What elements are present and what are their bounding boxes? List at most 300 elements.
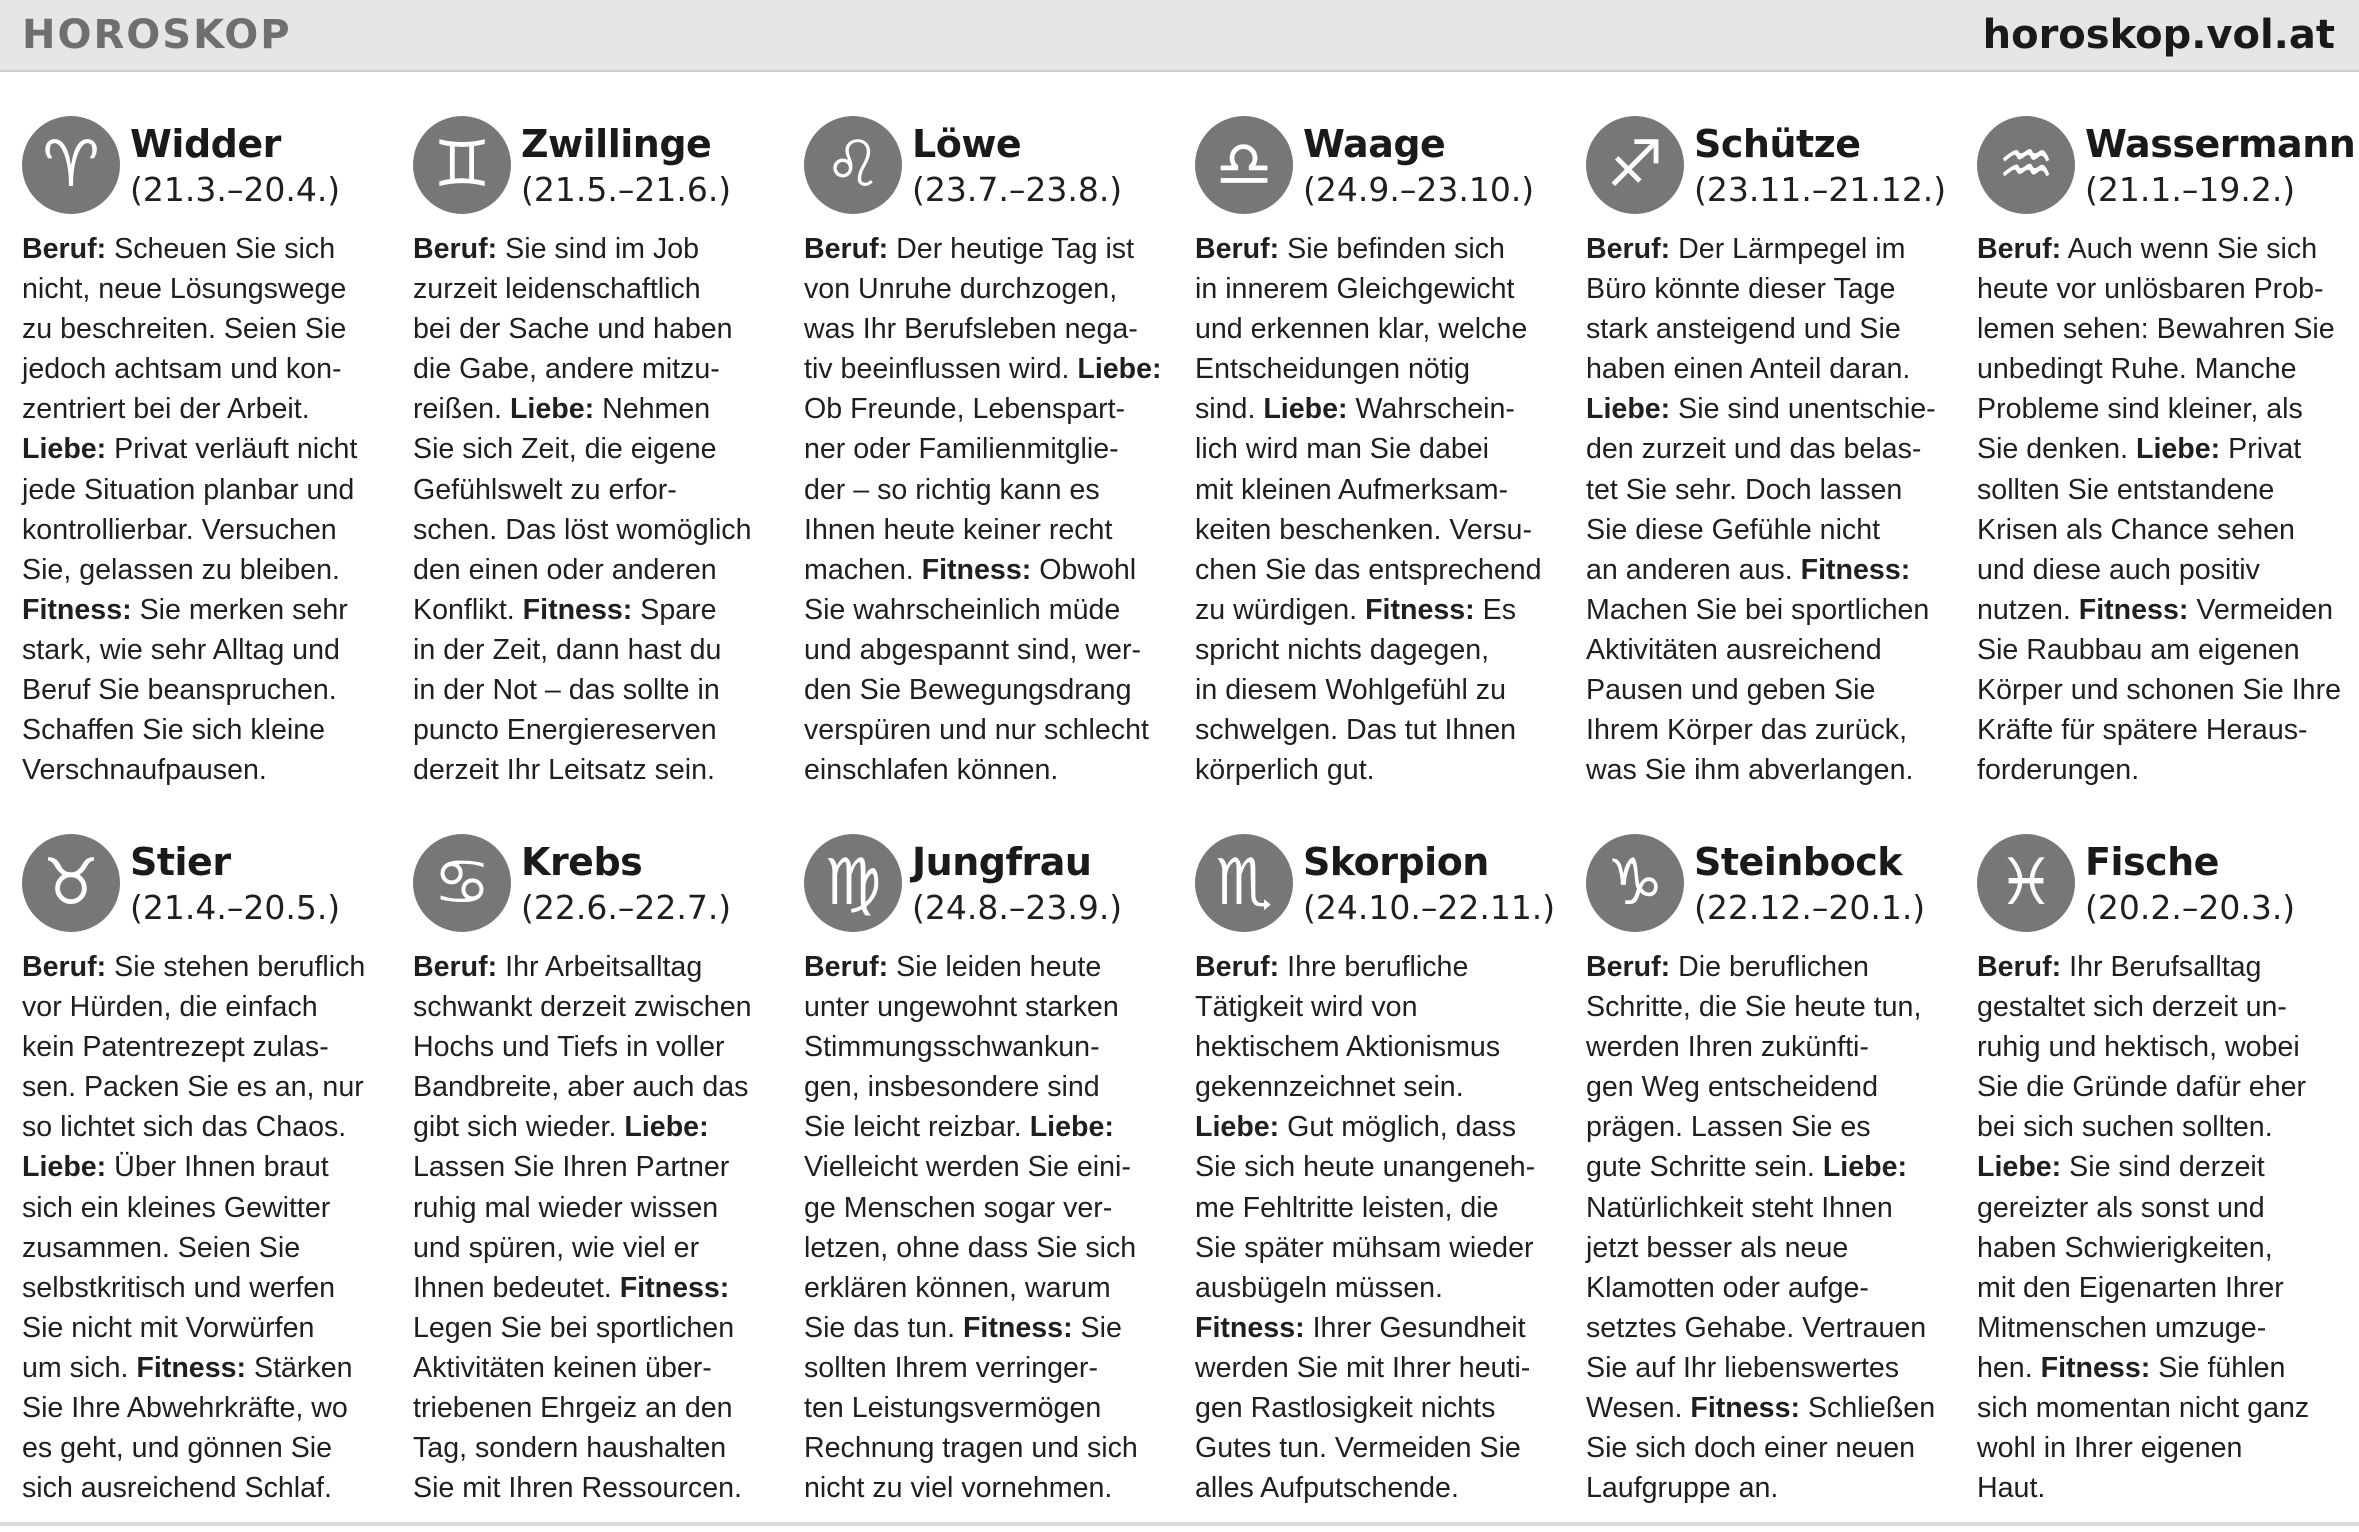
text-line [413, 1188, 778, 1228]
text-segment: sich ausreichend Schlaf. [22, 1472, 332, 1505]
text-line [1195, 630, 1560, 670]
text-line [1195, 389, 1560, 429]
category-label: Fitness: [1690, 1392, 1801, 1425]
text-segment: Sie Raubbau am eigenen [1977, 633, 2300, 666]
text-segment: Sie leiden heute [888, 951, 1102, 983]
text-segment: Sie merken sehr [131, 593, 348, 626]
text-line [22, 750, 387, 790]
text-line [1586, 670, 1951, 710]
virgin-icon: ♍ [804, 834, 902, 932]
twins-icon: ♊ [413, 116, 511, 214]
text-segment: ten Leistungsvermögen [804, 1392, 1102, 1425]
category-label: Liebe: [1586, 393, 1671, 426]
text-line [1977, 1067, 2342, 1107]
text-line [22, 630, 387, 670]
text-segment: Probleme sind kleiner, als [1977, 393, 2303, 426]
text-segment: Sie auf Ihr liebenswertes [1586, 1351, 1900, 1384]
text-segment: lich wird man Sie dabei [1195, 433, 1490, 466]
text-line [804, 987, 1169, 1027]
text-segment: Schritte, die Sie heute tun, [1586, 991, 1922, 1024]
text-segment: Krisen als Chance sehen [1977, 513, 2295, 546]
text-segment: me Fehltritte leisten, die [1195, 1191, 1499, 1224]
header-bar [0, 0, 2359, 72]
category-label: Fitness: [619, 1271, 730, 1304]
text-segment: Wesen. [1586, 1392, 1691, 1425]
text-segment: ausbügeln müssen. [1195, 1271, 1443, 1304]
text-segment: schen. Das löst womöglich [413, 513, 752, 546]
text-segment: stark ansteigend und Sie [1586, 313, 1901, 346]
text-line [413, 550, 778, 590]
text-segment: Auch wenn Sie sich [2061, 233, 2318, 265]
text-line [1977, 389, 2342, 429]
text-segment: Über Ihnen braut [106, 1151, 329, 1184]
text-line [804, 1067, 1169, 1107]
category-label: Fitness: [921, 553, 1032, 586]
text-line [1977, 1428, 2342, 1468]
text-segment: Sie das tun. [804, 1311, 963, 1344]
text-segment: nutzen. [1977, 593, 2079, 626]
text-segment: und diese auch positiv [1977, 553, 2260, 586]
text-line [1586, 429, 1951, 469]
text-segment: Büro könnte dieser Tage [1586, 273, 1896, 306]
text-segment: so lichtet sich das Chaos. [22, 1111, 347, 1144]
text-line [1586, 1468, 1951, 1508]
text-segment: Ihrem Körper das zurück, [1586, 714, 1908, 747]
text-segment: und abgespannt sind, wer- [804, 633, 1141, 666]
archer-icon: ♐ [1586, 116, 1684, 214]
text-line [1977, 269, 2342, 309]
text-segment: haben Schwierigkeiten, [1977, 1231, 2273, 1264]
category-label: Beruf: [22, 951, 107, 983]
text-segment: Nehmen [594, 393, 711, 426]
text-segment: Scheuen Sie sich [106, 233, 336, 265]
text-line [1586, 1147, 1951, 1187]
sign-dates: (21.1.–19.2.) [2085, 170, 2296, 209]
text-line [1977, 1107, 2342, 1147]
text-segment: nicht zu viel vornehmen. [804, 1472, 1113, 1505]
text-line [804, 429, 1169, 469]
text-line [1195, 1188, 1560, 1228]
category-label: Beruf: [413, 951, 498, 983]
text-segment: Sie sind unentschie- [1670, 393, 1936, 426]
text-line [413, 947, 778, 987]
text-line [22, 510, 387, 550]
text-segment: und spüren, wie viel er [413, 1231, 700, 1264]
text-segment: sich momentan nicht ganz [1977, 1392, 2310, 1425]
text-segment: sind. [1195, 393, 1264, 426]
category-label: Fitness: [962, 1311, 1073, 1344]
text-line [413, 1147, 778, 1187]
horoscope-text [1977, 947, 2342, 1508]
text-line [804, 470, 1169, 510]
text-segment: Ihrer Gesundheit [1304, 1311, 1526, 1344]
text-line [22, 1388, 387, 1428]
text-segment: lemen sehen: Bewahren Sie [1977, 313, 2335, 346]
text-segment: Stimmungsschwankun- [804, 1031, 1100, 1064]
text-segment: reißen. [413, 393, 510, 426]
text-segment: ge Menschen sogar ver- [804, 1191, 1113, 1224]
text-line [1586, 1228, 1951, 1268]
text-segment: Spare [632, 593, 717, 626]
text-segment: um sich. [22, 1351, 137, 1384]
text-segment: puncto Energiereserven [413, 714, 717, 747]
horoscope-text [1977, 229, 2342, 790]
text-line [1195, 987, 1560, 1027]
text-line [413, 750, 778, 790]
text-line [1195, 1268, 1560, 1308]
text-segment: heute vor unlösbaren Prob- [1977, 273, 2324, 306]
text-segment: Gutes tun. Vermeiden Sie [1195, 1432, 1521, 1465]
text-segment: stark, wie sehr Alltag und [22, 633, 340, 666]
text-segment: gen Weg entscheidend [1586, 1071, 1878, 1104]
category-label: Liebe: [1822, 1151, 1908, 1184]
text-line [1195, 470, 1560, 510]
text-line [804, 1388, 1169, 1428]
horoscope-text [1586, 229, 1951, 790]
text-line [1586, 947, 1951, 987]
text-segment: Schließen [1800, 1392, 1936, 1425]
sign-name: Steinbock [1694, 840, 1902, 884]
text-segment: es geht, und gönnen Sie [22, 1432, 333, 1465]
capricorn-icon: ♑ [1586, 834, 1684, 932]
text-line [1977, 1468, 2342, 1508]
text-line [22, 987, 387, 1027]
text-segment: kontrollierbar. Versuchen [22, 513, 337, 546]
sign-dates: (20.2.–20.3.) [2085, 888, 2296, 927]
text-line [1586, 389, 1951, 429]
text-line [804, 1228, 1169, 1268]
category-label: Beruf: [1586, 233, 1671, 265]
text-line [22, 1188, 387, 1228]
sign-dates: (24.10.–22.11.) [1303, 888, 1556, 927]
text-segment: Sie nicht mit Vorwürfen [22, 1311, 315, 1344]
category-label: Fitness: [136, 1351, 247, 1384]
fish-icon: ♓ [1977, 834, 2075, 932]
category-label: Beruf: [1195, 951, 1280, 983]
text-line [413, 470, 778, 510]
category-label: Fitness: [1195, 1311, 1305, 1344]
text-segment: Sie sich heute unangeneh- [1195, 1151, 1536, 1184]
text-line [1195, 670, 1560, 710]
text-segment: in innerem Gleichgewicht [1195, 273, 1515, 306]
sign-dates: (21.4.–20.5.) [130, 888, 341, 927]
text-line [1586, 1067, 1951, 1107]
page-title: HOROSKOP [22, 12, 292, 58]
text-line [1195, 429, 1560, 469]
text-segment: Hochs und Tiefs in voller [413, 1031, 725, 1064]
text-segment: in der Zeit, dann hast du [413, 633, 722, 666]
text-segment: Sie diese Gefühle nicht [1586, 513, 1881, 546]
text-segment: den Sie Bewegungsdrang [804, 674, 1132, 707]
text-line [22, 1308, 387, 1348]
text-segment: Rechnung tragen und sich [804, 1432, 1138, 1465]
text-segment: Sie wahrscheinlich müde [804, 593, 1121, 626]
text-line [1586, 229, 1951, 269]
text-line [1195, 1308, 1560, 1348]
text-segment: unter ungewohnt starken [804, 991, 1119, 1024]
text-segment: vor Hürden, die einfach [22, 991, 318, 1024]
text-segment: Natürlichkeit steht Ihnen [1586, 1191, 1893, 1224]
text-line [1977, 710, 2342, 750]
text-segment: Laufgruppe an. [1586, 1472, 1779, 1505]
category-label: Fitness: [1800, 553, 1911, 586]
text-segment: ruhig und hektisch, wobei [1977, 1031, 2300, 1064]
text-line [1195, 309, 1560, 349]
text-line [1586, 987, 1951, 1027]
scorpion-icon: ♏ [1195, 834, 1293, 932]
text-line [22, 1348, 387, 1388]
text-segment: unbedingt Ruhe. Manche [1977, 353, 2297, 386]
text-line [22, 1268, 387, 1308]
text-segment: Wahrschein- [1347, 393, 1515, 426]
sign-name: Waage [1303, 122, 1446, 166]
text-line [804, 1348, 1169, 1388]
horoscope-text [1195, 229, 1560, 790]
text-segment: den einen oder anderen [413, 553, 717, 586]
text-line [413, 590, 778, 630]
text-segment: mit kleinen Aufmerksam- [1195, 473, 1509, 506]
text-line [1195, 710, 1560, 750]
text-segment: haben einen Anteil daran. [1586, 353, 1911, 386]
text-segment: von Unruhe durchzogen, [804, 273, 1118, 306]
text-line [1195, 229, 1560, 269]
text-segment: Sie befinden sich [1279, 233, 1505, 265]
category-label: Liebe: [509, 393, 595, 426]
text-line [413, 1308, 778, 1348]
text-segment: Sie leicht reizbar. [804, 1111, 1030, 1144]
category-label: Fitness: [2040, 1351, 2151, 1384]
text-segment: Privat verläuft nicht [106, 433, 358, 466]
bottom-divider [0, 1522, 2359, 1526]
sign-dates: (23.7.–23.8.) [912, 170, 1123, 209]
text-line [804, 269, 1169, 309]
text-segment: Aktivitäten ausreichend [1586, 633, 1882, 666]
horoscope-text [22, 947, 387, 1508]
text-line [1977, 987, 2342, 1027]
category-label: Liebe: [2135, 433, 2221, 466]
text-segment: zusammen. Seien Sie [22, 1231, 301, 1264]
text-segment: die Gabe, andere mitzu- [413, 353, 720, 386]
text-line [804, 1188, 1169, 1228]
text-line [22, 309, 387, 349]
text-line [22, 710, 387, 750]
text-line [1195, 947, 1560, 987]
sign-name: Widder [130, 122, 281, 166]
text-segment: Machen Sie bei sportlichen [1586, 593, 1930, 626]
text-line [1586, 1388, 1951, 1428]
text-line [1195, 1388, 1560, 1428]
text-segment: wohl in Ihrer eigenen [1977, 1432, 2243, 1465]
category-label: Beruf: [1977, 951, 2062, 983]
category-label: Liebe: [1977, 1151, 2062, 1184]
sign-name: Stier [130, 840, 231, 884]
text-line [804, 1268, 1169, 1308]
text-segment: Es [1474, 593, 1517, 626]
sign-dates: (24.8.–23.9.) [912, 888, 1123, 927]
text-segment: nicht, neue Lösungswege [22, 273, 347, 306]
horoscope-text [804, 947, 1169, 1508]
text-segment: Sie später mühsam wieder [1195, 1231, 1534, 1264]
text-segment: Ob Freunde, Lebenspart- [804, 393, 1126, 426]
text-line [1586, 470, 1951, 510]
text-line [413, 1468, 778, 1508]
sign-dates: (22.12.–20.1.) [1694, 888, 1926, 927]
text-line [804, 1027, 1169, 1067]
lion-icon: ♌ [804, 116, 902, 214]
sign-name: Jungfrau [912, 840, 1092, 884]
text-segment: Entscheidungen nötig [1195, 353, 1471, 386]
text-segment: letzen, ohne dass Sie sich [804, 1231, 1137, 1264]
sign-name: Fische [2085, 840, 2219, 884]
text-line [22, 389, 387, 429]
text-line [413, 349, 778, 389]
text-segment: machen. [804, 553, 922, 586]
text-segment: in diesem Wohlgefühl zu [1195, 674, 1506, 707]
text-line [413, 630, 778, 670]
horoscope-text [413, 947, 778, 1508]
text-line [22, 1147, 387, 1187]
text-segment: Vielleicht werden Sie eini- [804, 1151, 1131, 1184]
text-segment: zurzeit leidenschaftlich [413, 273, 701, 306]
text-line [804, 1107, 1169, 1147]
text-line [1586, 349, 1951, 389]
text-segment: Stärken [246, 1351, 353, 1384]
text-line [1586, 710, 1951, 750]
text-line [413, 1348, 778, 1388]
text-line [22, 550, 387, 590]
text-line [1195, 1428, 1560, 1468]
text-line [1977, 1348, 2342, 1388]
text-line [22, 947, 387, 987]
text-line [804, 630, 1169, 670]
text-segment: Ihr Berufsalltag [2061, 951, 2262, 983]
text-segment: Kräfte für spätere Heraus- [1977, 714, 2308, 747]
text-segment: Haut. [1977, 1472, 2046, 1505]
text-segment: sen. Packen Sie es an, nur [22, 1071, 364, 1104]
text-line [22, 670, 387, 710]
category-label: Beruf: [22, 233, 107, 265]
text-segment: was Ihr Berufsleben nega- [804, 313, 1138, 346]
sign-name: Zwillinge [521, 122, 712, 166]
text-line [413, 229, 778, 269]
text-segment: prägen. Lassen Sie es [1586, 1111, 1871, 1144]
text-line [413, 1268, 778, 1308]
text-segment: erklären können, warum [804, 1271, 1111, 1304]
text-segment: selbstkritisch und werfen [22, 1271, 336, 1304]
text-segment: der – so richtig kann es [804, 473, 1100, 506]
text-line [413, 1107, 778, 1147]
text-line [22, 1067, 387, 1107]
text-line [1586, 1308, 1951, 1348]
text-line [1977, 1188, 2342, 1228]
text-segment: Konflikt. [413, 593, 523, 626]
text-line [22, 1027, 387, 1067]
text-line [1586, 1268, 1951, 1308]
text-segment: zu würdigen. [1195, 593, 1366, 626]
text-segment: Ihnen bedeutet. [413, 1271, 620, 1304]
text-segment: Tag, sondern haushalten [413, 1432, 727, 1465]
text-segment: und erkennen klar, welche [1195, 313, 1528, 346]
category-label: Fitness: [1365, 593, 1475, 626]
text-segment: Sie sich doch einer neuen [1586, 1432, 1916, 1465]
text-line [22, 1228, 387, 1268]
text-line [1977, 1228, 2342, 1268]
text-line [1977, 590, 2342, 630]
text-segment: Privat [2220, 433, 2302, 466]
text-segment: werden Sie mit Ihrer heuti- [1195, 1351, 1531, 1384]
text-line [1977, 750, 2342, 790]
text-segment: Mitmenschen umzuge- [1977, 1311, 2267, 1344]
text-segment: Ihre berufliche [1279, 951, 1469, 983]
text-segment: verspüren und nur schlecht [804, 714, 1149, 747]
text-segment: Obwohl [1031, 553, 1137, 586]
text-line [413, 670, 778, 710]
text-line [413, 1428, 778, 1468]
text-line [1977, 947, 2342, 987]
text-segment: bei der Sache und haben [413, 313, 733, 346]
text-segment: Bandbreite, aber auch das [413, 1071, 749, 1104]
text-line [804, 389, 1169, 429]
sign-dates: (21.5.–21.6.) [521, 170, 732, 209]
text-segment: gibt sich wieder. [413, 1111, 625, 1144]
text-segment: setztes Gehabe. Vertrauen [1586, 1311, 1927, 1344]
text-segment: Gefühlswelt zu erfor- [413, 473, 677, 506]
text-segment: jetzt besser als neue [1586, 1231, 1849, 1264]
text-line [804, 750, 1169, 790]
text-line [22, 349, 387, 389]
text-segment: den zurzeit und das belas- [1586, 433, 1922, 466]
text-line [22, 1107, 387, 1147]
text-line [804, 1308, 1169, 1348]
sign-dates: (24.9.–23.10.) [1303, 170, 1535, 209]
text-line [413, 269, 778, 309]
category-label: Beruf: [413, 233, 498, 265]
bull-icon: ♉ [22, 834, 120, 932]
text-line [804, 349, 1169, 389]
text-line [1977, 550, 2342, 590]
text-line [413, 987, 778, 1027]
text-segment: spricht nichts dagegen, [1195, 633, 1490, 666]
text-segment: gestaltet sich derzeit un- [1977, 991, 2287, 1024]
text-segment: sich ein kleines Gewitter [22, 1191, 331, 1224]
category-label: Liebe: [1077, 353, 1162, 386]
sign-dates: (21.3.–20.4.) [130, 170, 341, 209]
text-segment: Aktivitäten keinen über- [413, 1351, 712, 1384]
text-line [22, 1468, 387, 1508]
category-label: Liebe: [1195, 1111, 1280, 1144]
text-line [1586, 750, 1951, 790]
category-label: Liebe: [22, 433, 107, 466]
text-segment: einschlafen können. [804, 754, 1059, 787]
site-url[interactable]: horoskop.vol.at [1982, 12, 2335, 58]
sign-name: Schütze [1694, 122, 1861, 166]
text-line [1195, 510, 1560, 550]
text-line [1977, 1388, 2342, 1428]
text-segment: Gut möglich, dass [1279, 1111, 1517, 1144]
text-line [804, 229, 1169, 269]
text-line [22, 229, 387, 269]
text-line [413, 510, 778, 550]
text-line [1977, 309, 2342, 349]
text-line [1977, 470, 2342, 510]
sign-name: Löwe [912, 122, 1022, 166]
text-line [1586, 630, 1951, 670]
text-line [1586, 1188, 1951, 1228]
text-segment: jede Situation planbar und [22, 473, 355, 506]
sign-dates: (22.6.–22.7.) [521, 888, 732, 927]
text-line [1586, 1428, 1951, 1468]
text-segment: gen, insbesondere sind [804, 1071, 1100, 1104]
